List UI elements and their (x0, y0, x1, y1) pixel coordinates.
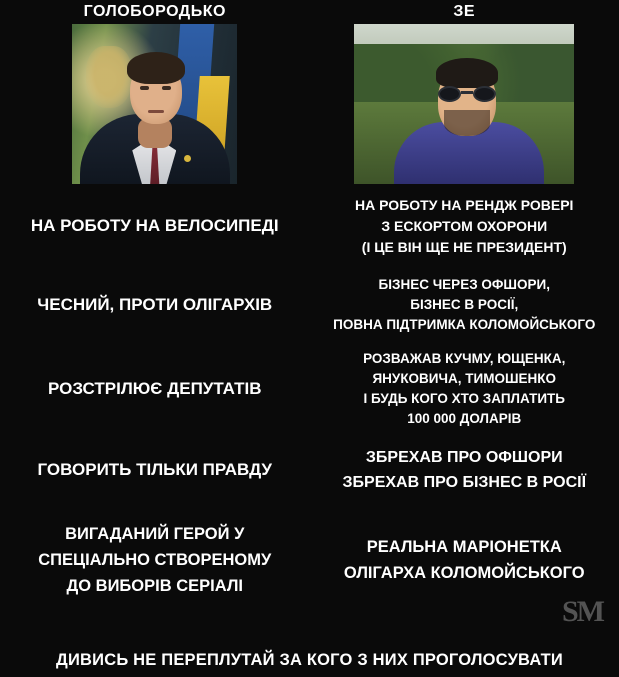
text-line: РОЗСТРІЛЮЄ ДЕПУТАТІВ (47, 379, 262, 398)
text-line: БІЗНЕС В РОСІЇ, (410, 297, 519, 312)
hair-shape (127, 52, 185, 84)
text-line: ГОВОРИТЬ ТІЛЬКИ ПРАВДУ (37, 460, 272, 479)
text-line: РЕАЛЬНА МАРІОНЕТКА (366, 538, 562, 556)
text-line: З ЕСКОРТОМ ОХОРОНИ (381, 217, 548, 234)
text-line: НА РОБОТУ НА ВЕЛОСИПЕДІ (30, 216, 279, 235)
text-line: БІЗНЕС ЧЕРЕЗ ОФШОРИ, (378, 277, 550, 292)
text-line: ЗБРЕХАВ ПРО БІЗНЕС В РОСІЇ (342, 474, 586, 491)
text-line: ЧЕСНИЙ, ПРОТИ ОЛІГАРХІВ (37, 295, 273, 314)
mouth-shape (148, 110, 164, 113)
photo-row (0, 24, 619, 186)
photo-cell-right (310, 24, 619, 186)
row-right-text (310, 195, 619, 258)
comparison-row (0, 506, 619, 614)
comparison-row (0, 434, 619, 506)
row-right-text (310, 445, 619, 495)
footer-caption: ДИВИСЬ НЕ ПЕРЕПЛУТАЙ ЗА КОГО З НИХ ПРОГОЛОСУВАТИ (56, 650, 563, 669)
text-line: СПЕЦІАЛЬНО СТВОРЕНОМУ (38, 551, 272, 569)
row-right-text (310, 349, 619, 429)
lens-left-shape (438, 86, 461, 102)
row-right-text (310, 275, 619, 335)
hair-shape (436, 58, 498, 88)
bridge-shape (461, 91, 473, 94)
row-left-text (0, 460, 310, 480)
text-line: ДО ВИБОРІВ СЕРІАЛІ (66, 577, 244, 595)
portrait-ze-image (354, 24, 574, 184)
eye-right-shape (162, 86, 171, 90)
row-left-text (0, 521, 310, 599)
comparison-row (0, 344, 619, 434)
row-left-text (0, 379, 310, 399)
header-left: ГОЛОБОРОДЬКО (83, 3, 226, 20)
column-headers (0, 0, 619, 24)
photo-cell-left (0, 24, 310, 186)
emblem-icon (86, 46, 132, 108)
row-right-text (310, 534, 619, 586)
lens-right-shape (473, 86, 496, 102)
beard-shape (444, 110, 490, 136)
watermark: SM (562, 595, 603, 628)
text-line: 100 000 ДОЛАРІВ (407, 411, 522, 426)
comparison-row (0, 266, 619, 344)
text-line: РОЗВАЖАВ КУЧМУ, ЮЩЕНКА, (363, 351, 566, 366)
text-line: ЗБРЕХАВ ПРО ОФШОРИ (365, 449, 563, 466)
text-line: ОЛІГАРХА КОЛОМОЙСЬКОГО (343, 564, 585, 582)
row-left-text (0, 216, 310, 236)
text-line: ЯНУКОВИЧА, ТИМОШЕНКО (372, 371, 557, 386)
text-line: НА РОБОТУ НА РЕНДЖ РОВЕРІ (355, 196, 574, 213)
row-left-text (0, 295, 310, 315)
text-line: (І ЦЕ ВІН ЩЕ НЕ ПРЕЗИДЕНТ) (361, 238, 567, 255)
text-line: ВИГАДАНИЙ ГЕРОЙ У (65, 525, 245, 543)
text-line: І БУДЬ КОГО ХТО ЗАПЛАТИТЬ (363, 391, 565, 406)
comparison-row (0, 186, 619, 266)
portrait-goloborodko-image (72, 24, 237, 184)
sunglasses-icon (438, 86, 496, 102)
header-right: ЗЕ (453, 3, 476, 20)
text-line: ПОВНА ПІДТРИМКА КОЛОМОЙСЬКОГО (333, 317, 596, 332)
eye-left-shape (140, 86, 149, 90)
